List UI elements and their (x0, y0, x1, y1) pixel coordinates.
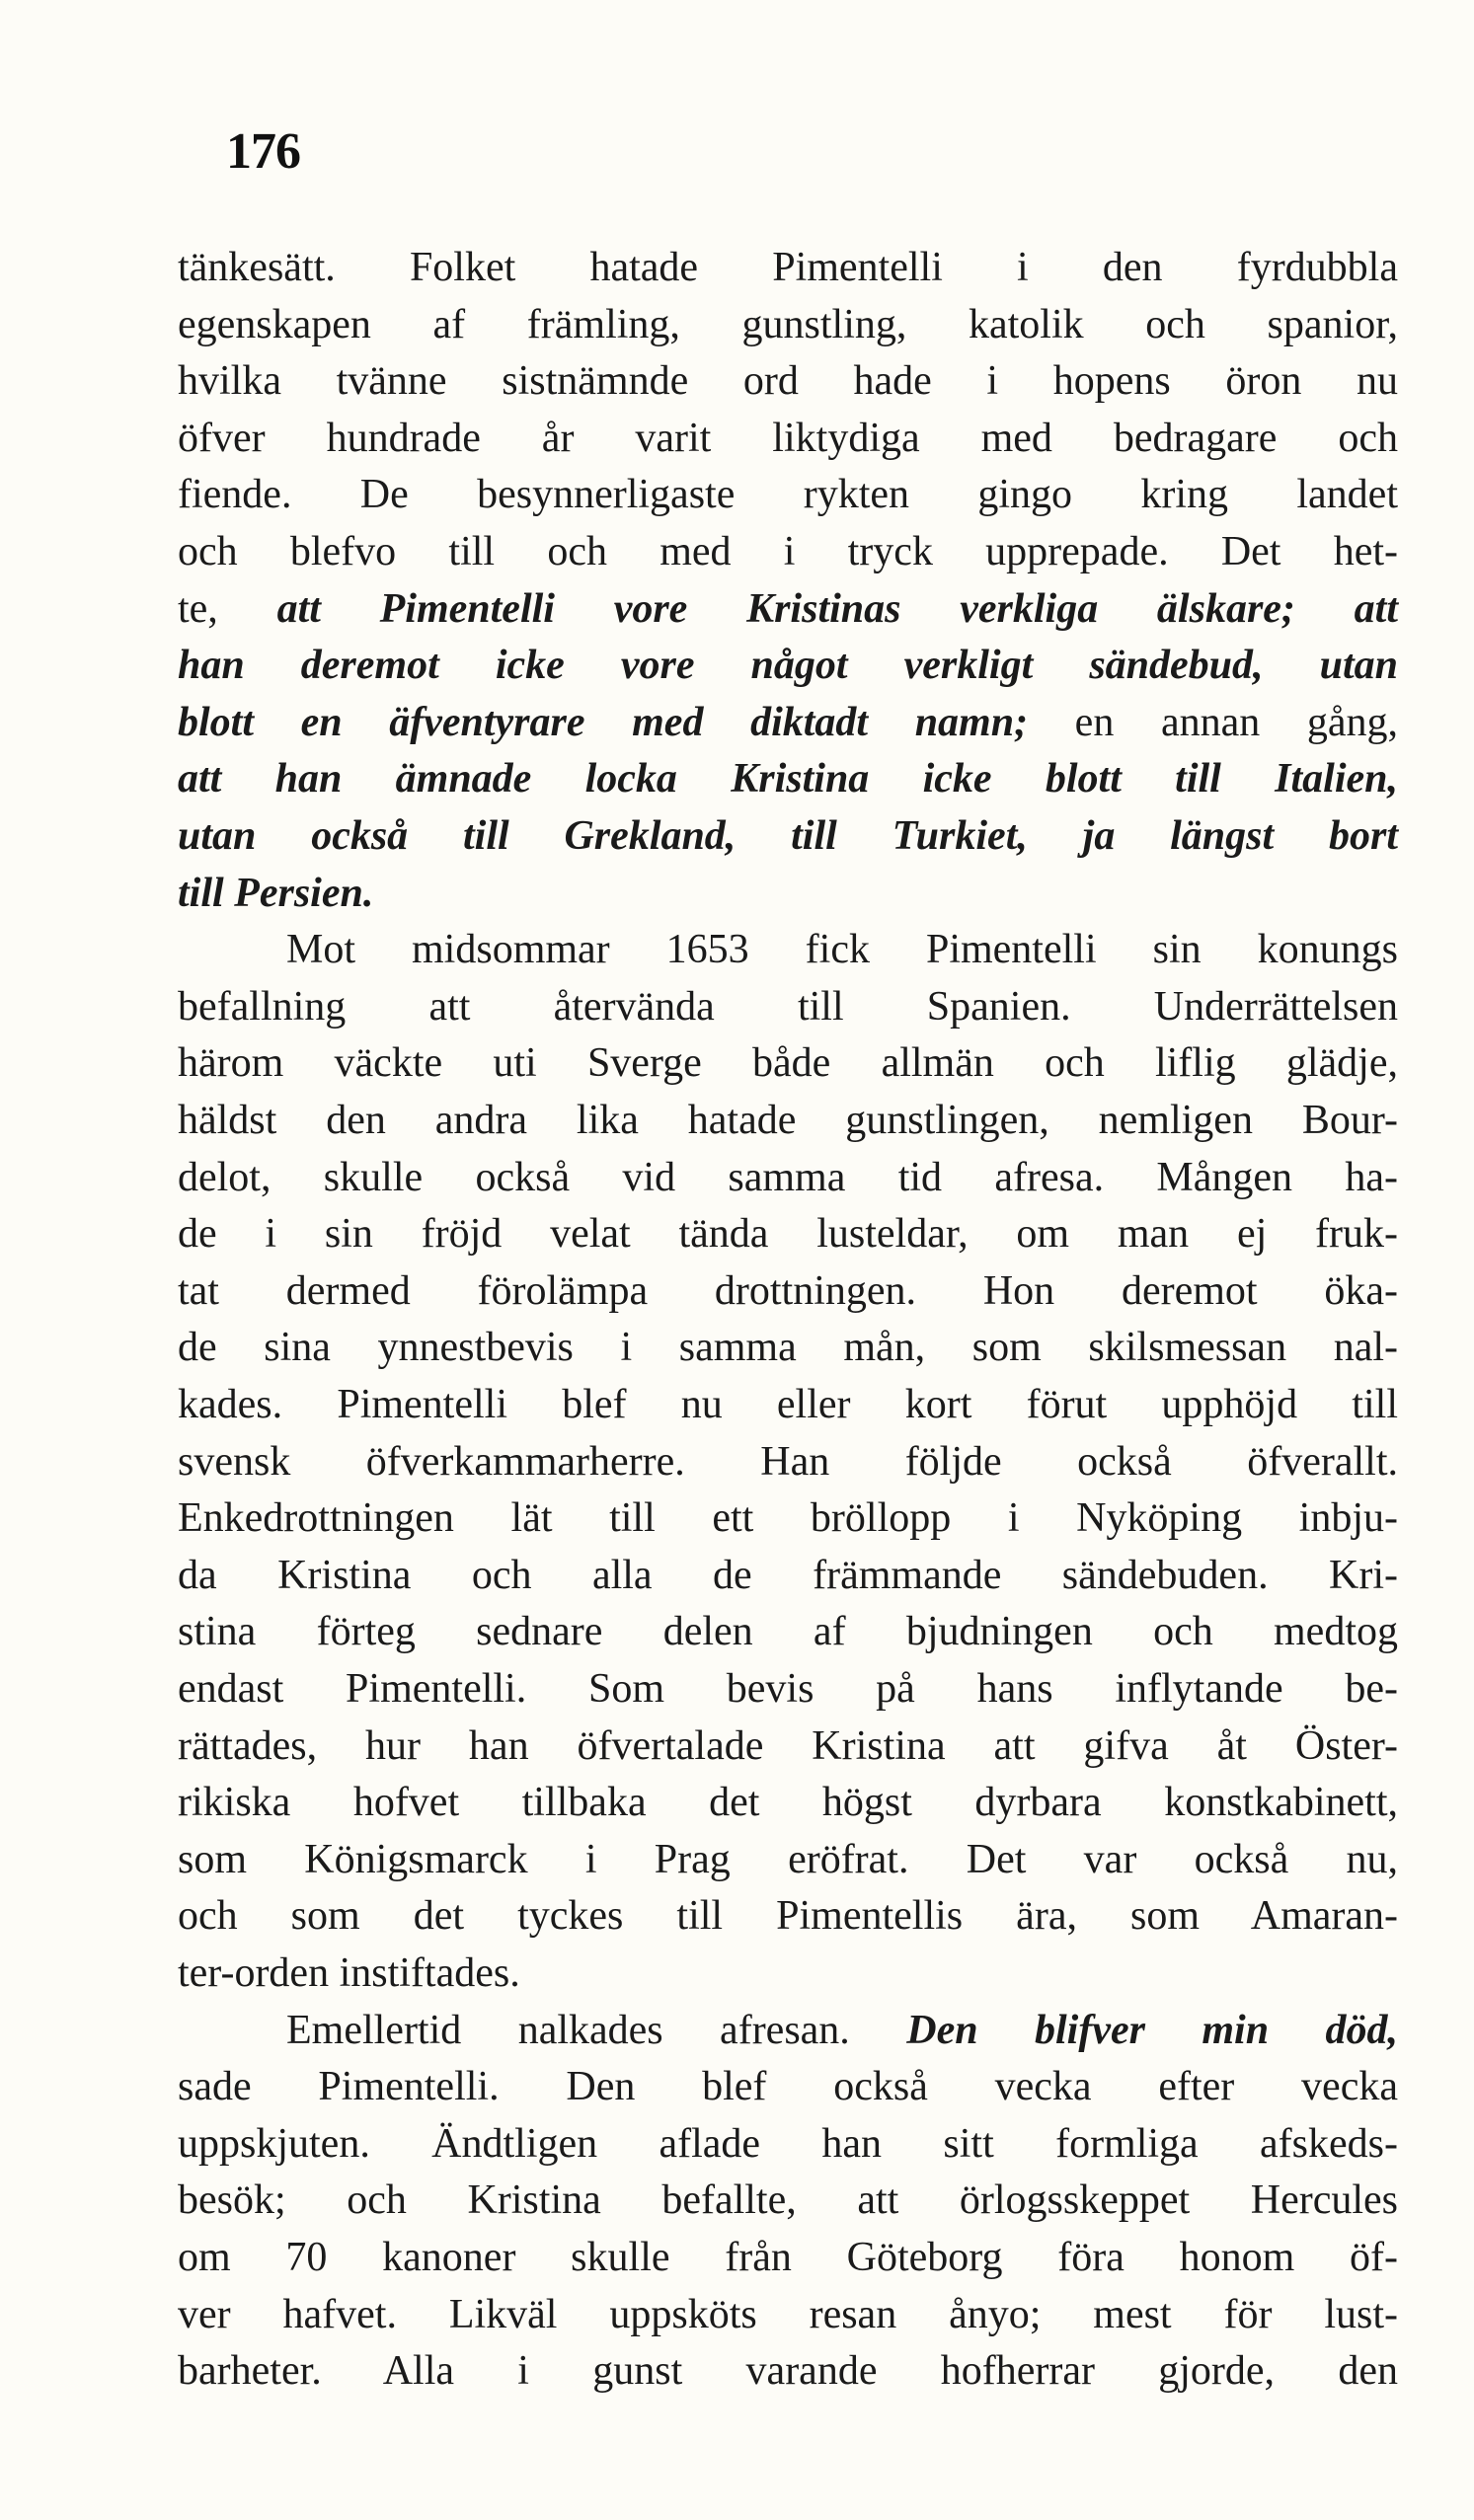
text-segment: uppskjuten. Ändtligen aflade han sitt formliga afskeds- (178, 2120, 1398, 2167)
text-segment: rättades, hur han öfvertalade Kristina att gifva åt Öster- (178, 1722, 1398, 1769)
italic-text: till Persien. (178, 870, 374, 916)
text-line (178, 1718, 1398, 1775)
text-segment: sade Pimentelli. Den blef också vecka efter vecka (178, 2064, 1398, 2110)
text-line (178, 750, 1398, 807)
text-line (178, 1831, 1398, 1888)
text-segment: besök; och Kristina befallte, att örlogsskeppet Hercules (178, 2177, 1398, 2224)
text-segment: ter-orden instiftades. (178, 1950, 520, 1996)
text-line (178, 352, 1398, 410)
text-line (178, 1149, 1398, 1206)
text-line (178, 2172, 1398, 2229)
text-segment: de i sin fröjd velat tända lusteldar, om man ej fruk- (178, 1211, 1398, 1258)
text-segment: delot, skulle också vid samma tid afresa. Mången ha- (178, 1154, 1398, 1200)
text-segment: öfver hundrade år varit liktydiga med bedragare och (178, 415, 1398, 461)
italic-text: att Pimentelli vore Kristinas verkliga älskare; att (276, 585, 1399, 632)
text-segment: endast Pimentelli. Som bevis på hans inflytande be- (178, 1666, 1398, 1712)
text-line (178, 978, 1398, 1035)
text-segment: fiende. De besynnerligaste rykten gingo kring landet (178, 472, 1398, 518)
text-segment: barheter. Alla i gunst varande hofherrar gjorde, den (178, 2348, 1398, 2395)
text-segment: ver hafvet. Likväl uppsköts resan ånyo; mest för lust- (178, 2291, 1398, 2337)
text-segment: stina förteg sednare delen af bjudningen och medtog (178, 1609, 1398, 1655)
text-line (178, 1205, 1398, 1262)
text-line (178, 2342, 1398, 2400)
text-segment: och blefvo till och med i tryck upprepade. Det het- (178, 529, 1398, 574)
text-line (286, 2002, 1398, 2059)
text-segment: befallning att återvända till Spanien. Underrättelsen (178, 983, 1398, 1030)
text-line (178, 296, 1398, 353)
text-line (178, 1319, 1398, 1376)
text-segment: tänkesätt. Folket hatade Pimentelli i den fyrdubbla (178, 245, 1398, 290)
text-line (178, 1660, 1398, 1718)
text-segment: de sina ynnestbevis i samma mån, som skilsmessan nal- (178, 1325, 1398, 1371)
text-segment: egenskapen af främling, gunstling, katolik och spanior, (178, 301, 1398, 347)
text-line (178, 1603, 1398, 1660)
italic-text: att han ämnade locka Kristina icke blott till Italien, (178, 756, 1398, 802)
text-segment: om 70 kanoner skulle från Göteborg föra honom öf- (178, 2235, 1398, 2280)
text-segment: häldst den andra lika hatade gunstlingen, nemligen Bour- (178, 1098, 1398, 1143)
text-segment: rikiska hofvet tillbaka det högst dyrbara konstkabinett, (178, 1780, 1398, 1826)
text-line (178, 466, 1398, 523)
text-line (178, 523, 1398, 580)
text-line (178, 694, 1398, 751)
text-segment: da Kristina och alla de främmande sändebuden. Kri- (178, 1552, 1398, 1598)
text-segment: tat dermed förolämpa drottningen. Hon deremot öka- (178, 1267, 1398, 1314)
text-segment: svensk öfverkammarherre. Han följde också öfverallt. (178, 1438, 1398, 1485)
text-segment: Mot midsommar 1653 fick Pimentelli sin konungs (286, 927, 1398, 973)
text-line (178, 807, 1398, 865)
text-line (178, 1262, 1398, 1320)
text-line (178, 865, 1398, 922)
text-line (178, 410, 1398, 467)
italic-text: blott en äfventyrare med diktadt namn; (178, 699, 1029, 745)
text-segment: te, (178, 585, 277, 632)
text-line (178, 2229, 1398, 2286)
text-segment: Emellertid nalkades afresan. (286, 2007, 907, 2053)
text-line (178, 2115, 1398, 2173)
text-segment: en annan gång, (1028, 699, 1398, 745)
text-segment: och som det tyckes till Pimentellis ära, som Amaran- (178, 1893, 1398, 1940)
text-segment: hvilka tvänne sistnämnde ord hade i hopens öron nu (178, 358, 1398, 405)
text-line (178, 2286, 1398, 2343)
italic-text: han deremot icke vore något verkligt sändebud, utan (178, 643, 1398, 689)
text-segment: härom väckte uti Sverge både allmän och liflig glädje, (178, 1040, 1398, 1087)
text-line (178, 239, 1398, 296)
text-line (178, 1547, 1398, 1604)
italic-text: utan också till Grekland, till Turkiet, ja längst bort (178, 813, 1398, 859)
text-line (178, 1887, 1398, 1945)
text-segment: som Königsmarck i Prag eröfrat. Det var också nu, (178, 1836, 1398, 1882)
text-segment: kades. Pimentelli blef nu eller kort förut upphöjd till (178, 1382, 1398, 1427)
text-line (178, 1376, 1398, 1433)
text-line (178, 1774, 1398, 1831)
page-number: 176 (226, 123, 300, 180)
text-line (178, 1092, 1398, 1149)
text-line (178, 1489, 1398, 1547)
text-segment: Enkedrottningen lät till ett bröllopp i Nyköping inbju- (178, 1495, 1398, 1542)
text-line (178, 1945, 1398, 2002)
text-line (178, 1034, 1398, 1092)
text-line (178, 2058, 1398, 2115)
text-line (178, 1433, 1398, 1490)
text-line (286, 921, 1398, 978)
text-line (178, 637, 1398, 694)
text-line (178, 580, 1398, 638)
italic-text: Den blifver min död, (906, 2007, 1398, 2053)
